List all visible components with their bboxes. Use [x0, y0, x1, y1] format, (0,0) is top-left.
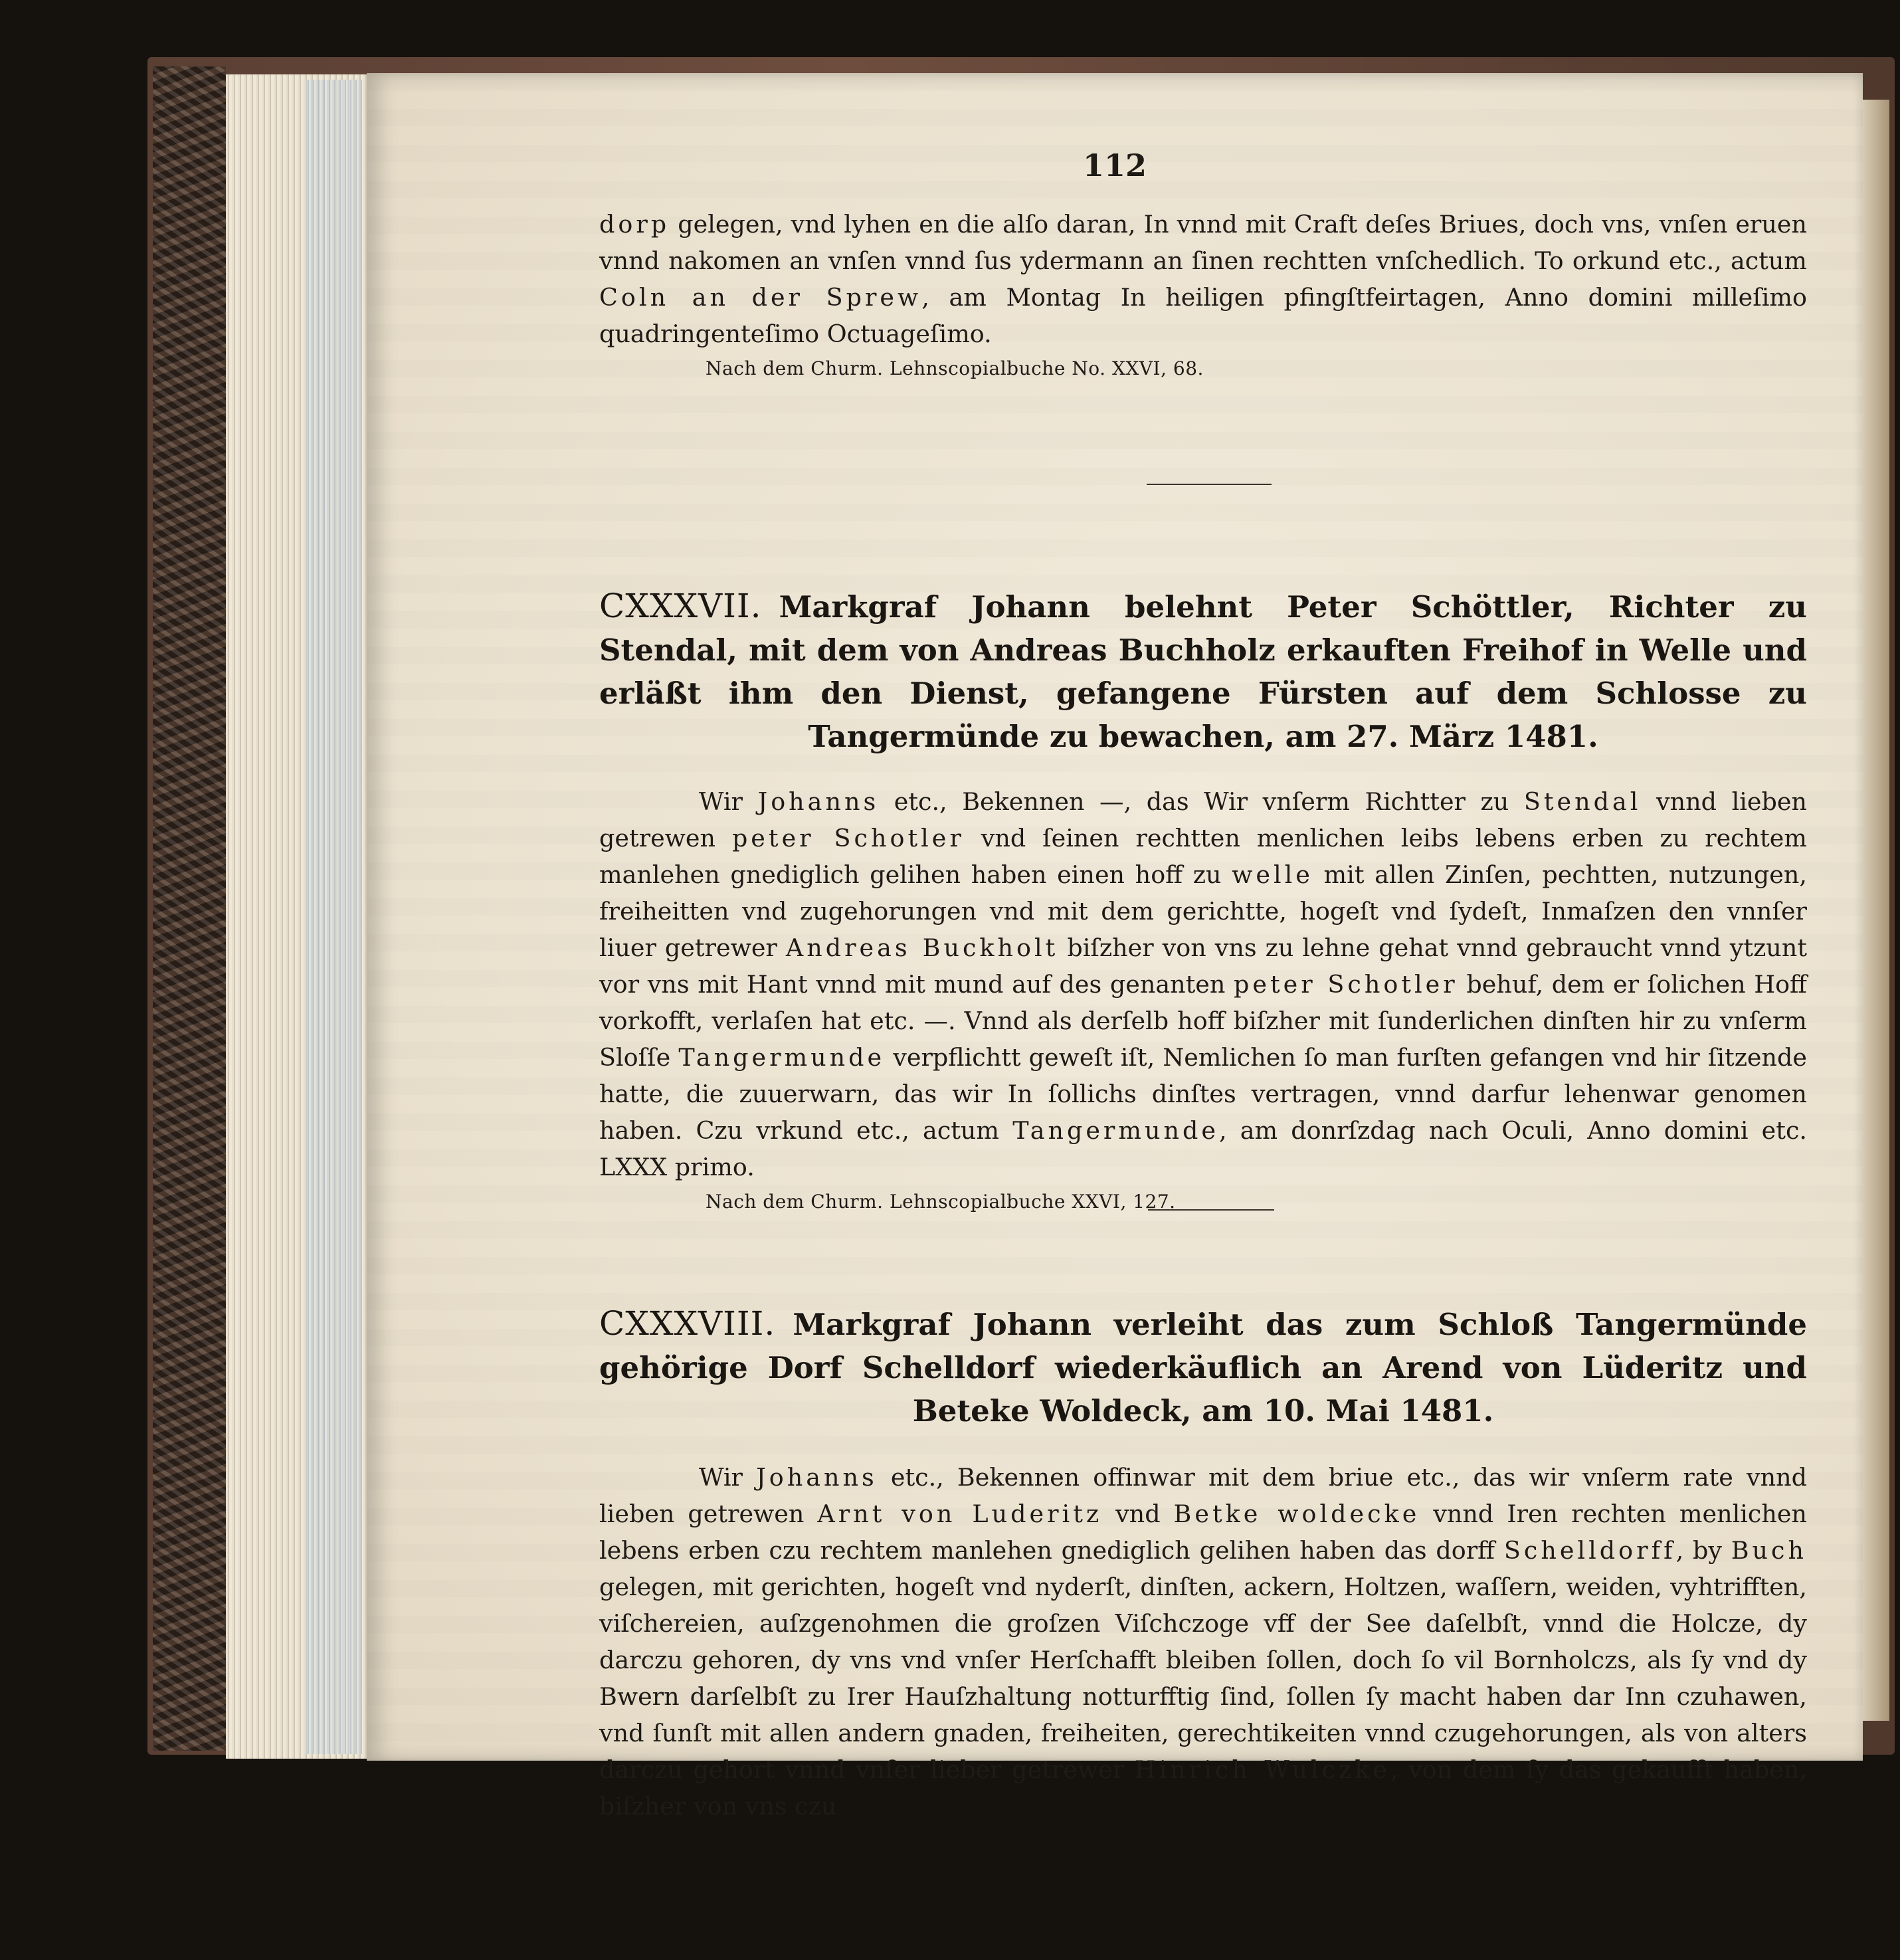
- continuation-block: [599, 206, 1807, 379]
- text-run: vnnd Iren rechten menlichen lebens erben czu rechtem manlehen gnediglich gelihen haben das dorff: [599, 1500, 1807, 1565]
- marbled-cover-edge: [153, 66, 226, 1751]
- text-run: Wir: [699, 1463, 757, 1492]
- text-run: , von dem ſy das gekaufft haben, biſzher von vns czu: [599, 1755, 1807, 1820]
- text-run: vnnd lieben getrewen: [599, 787, 1807, 852]
- spaced-word: Arnt von Luderitz: [817, 1500, 1103, 1528]
- spaced-word: Andreas Buckholt: [785, 933, 1059, 962]
- text-run: , am donrſzdag nach Oculi, Anno domini etc. LXXX primo.: [599, 1116, 1807, 1181]
- spaced-word: peter Schotler: [731, 824, 965, 852]
- spaced-word: Tangermunde: [678, 1043, 886, 1072]
- document-number: CXXXVII.: [599, 587, 762, 625]
- spaced-word: Betke woldecke: [1173, 1500, 1420, 1528]
- text-run: behuf, dem er ſolichen Hoff vorkofft, verlaſen hat etc. —. Vnnd als derſelb hoff biſzher mit ſunderlichen dinſten hir zu vnſerm Sloſſe: [599, 970, 1807, 1072]
- document-title: Markgraf Johann verleiht das zum Schloß Tangermünde gehörige Dorf Schelldorf wiederkäuflich an Arend von Lüderitz und Beteke Woldeck, am 10. Mai 1481.: [599, 1307, 1807, 1428]
- spaced-word: Coln an der Sprew: [599, 283, 922, 312]
- document-title: Markgraf Johann belehnt Peter Schöttler, Richter zu Stendal, mit dem von Andreas Buchholz erkauften Freihof in Welle und erläßt ihm den Dienst, gefangene Fürsten auf dem Schlosse zu Tangermünde zu bewachen, am 27. März 1481.: [599, 589, 1807, 754]
- spaced-word: welle: [1232, 860, 1313, 889]
- text-run: vnd: [1102, 1500, 1174, 1528]
- continuation-paragraph: [599, 206, 1807, 352]
- text-run: vnd ſeinen rechtten menlichen leibs lebens erben zu rechtem manlehen gnediglich gelihen haben einen hoff zu: [599, 824, 1808, 889]
- text-run: mit allen Zinſen, pechtten, nutzungen, freiheitten vnd zugehorungen vnd mit dem gerichtte, hogeſt vnd ſydeſt, Inmaſzen den vnnſer liuer getrewer: [599, 860, 1807, 962]
- document-number: CXXXVIII.: [599, 1304, 776, 1343]
- source-note: Nach dem Churm. Lehnscopialbuche No. XXVI, 68.: [706, 357, 1204, 379]
- document-text: [599, 1459, 1807, 1824]
- page-fore-edge: [306, 80, 362, 1754]
- spaced-word: Buch: [1731, 1536, 1807, 1565]
- document-heading: [599, 1302, 1807, 1432]
- text-run: , am Montag In heiligen pfingſtfeirtagen, Anno domini milleſimo quadringenteſimo Octuageſimo.: [599, 283, 1808, 348]
- text-run: gelegen, vnd lyhen en die alſo daran, In vnnd mit Craft deſes Briues, doch vns, vnſen eruen vnnd nakomen an vnſen vnnd ſus ydermann an ſinen rechtten vnſchedlich. To orkund etc., actum: [599, 210, 1807, 275]
- spaced-word: Hinrich Wulczke: [1134, 1755, 1391, 1784]
- spaced-word: Tangermunde: [1012, 1116, 1219, 1145]
- spaced-word: Schelldorff: [1503, 1536, 1676, 1565]
- source-note: Nach dem Churm. Lehnscopialbuche XXVI, 127.: [706, 1191, 1176, 1213]
- section-separator: [1148, 1209, 1274, 1211]
- spaced-word: dorp: [599, 210, 670, 239]
- text-run: etc., Bekennen offinwar mit dem briue etc., das wir vnſerm rate vnnd lieben getrewen: [599, 1463, 1807, 1528]
- spaced-word: peter Schotler: [1234, 970, 1458, 999]
- text-run: etc., Bekennen —, das Wir vnſerm Richtter zu: [879, 787, 1524, 816]
- facing-page-edge: [1863, 100, 1889, 1721]
- spaced-word: Stendal: [1523, 787, 1642, 816]
- text-run: biſzher von vns zu lehne gehat vnnd gebraucht vnnd ytzunt vor vns mit Hant vnnd mit mund auf des genanten: [599, 933, 1807, 999]
- text-run: , by: [1675, 1536, 1731, 1565]
- text-run: Wir: [699, 787, 758, 816]
- spaced-word: Johanns: [756, 1463, 878, 1492]
- text-run: gelegen, mit gerichten, hogeſt vnd nyderſt, dinſten, ackern, Holtzen, waſſern, weiden, vyhtrifften, viſchereien, auſzgenohmen die groſzen Viſchczoge vff der See daſelbſt, vnnd die Holcze, dy darczu gehoren, dy vns vnd vnſer Herſchafft bleiben ſollen, doch ſo vil Bornholczs, als ſy vnd dy Bwern darſelbſt zu Irer Hauſzhaltung notturfftig ſind, ſollen ſy macht haben dar Inn czuhawen, vnd ſunſt mit allen andern gnaden, freiheiten, gerechtikeiten vnnd czugehorungen, als von alters darczu gehort vnnd vnſer lieber getrewer: [599, 1573, 1807, 1784]
- page-number: 112: [1082, 147, 1147, 183]
- section-separator: [1147, 484, 1272, 485]
- text-run: verpflichtt geweſt iſt, Nemlichen ſo man furſten gefangen vnd hir ſitzende hatte, die zuuerwarn, das wir In ſollichs dinſtes vertragen, vnnd darfur lehenwar genomen haben. Czu vrkund etc., actum: [599, 1043, 1808, 1145]
- document-heading: [599, 585, 1807, 758]
- book-page: [367, 73, 1863, 1820]
- document-cxxxviii: [599, 1302, 1807, 1824]
- document-text: [599, 783, 1807, 1185]
- document-cxxxvii: [599, 585, 1807, 1213]
- spaced-word: Johanns: [757, 787, 880, 816]
